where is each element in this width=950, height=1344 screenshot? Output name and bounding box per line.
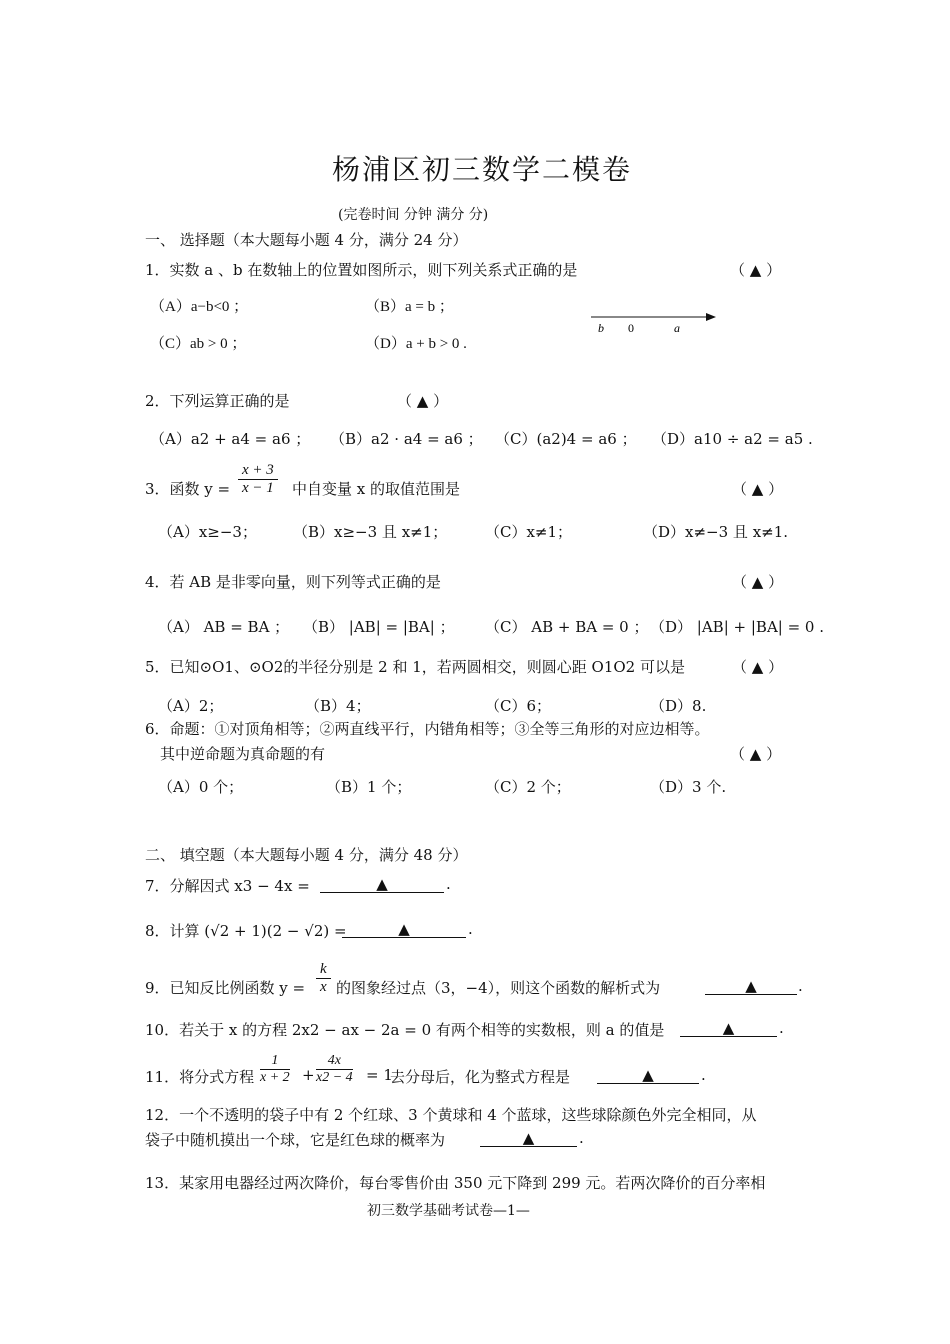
q1-stem: 1．实数 a 、b 在数轴上的位置如图所示，则下列关系式正确的是 <box>145 261 578 279</box>
q3-option-b: （B）x≥−3 且 x≠1； <box>293 523 448 541</box>
q11-fraction-2-denominator: x2 − 4 <box>316 1070 353 1085</box>
q3-prefix: 3．函数 y = <box>145 480 231 498</box>
q6-option-a: （A）0 个； <box>158 778 244 796</box>
q11-fraction-2 <box>316 1053 353 1086</box>
q4-option-b: （B） |AB| = |BA| ； <box>303 618 455 636</box>
q9-numerator: k <box>316 961 331 979</box>
q3-option-a: （A）x≥−3； <box>158 523 257 541</box>
q12-line2: 袋子中随机摸出一个球，它是红色球的概率为 <box>145 1131 446 1149</box>
section-1-heading: 一、 选择题（本大题每小题 4 分，满分 24 分） <box>145 231 468 249</box>
q10-end: . <box>779 1019 784 1037</box>
q9-fraction <box>316 961 331 996</box>
q2-option-c: （C）(a2)4 = a6 ； <box>495 430 637 448</box>
q12-line1: 12．一个不透明的袋子中有 2 个红球、3 个黄球和 4 个蓝球，这些球除颜色外完全相同，从 <box>145 1106 757 1124</box>
q12-end: . <box>579 1129 584 1147</box>
q9-prefix: 9．已知反比例函数 y = <box>145 979 306 997</box>
q7-stem: 7．分解因式 x3 − 4x = <box>145 877 310 895</box>
q4-stem: 4．若 AB 是非零向量，则下列等式正确的是 <box>145 573 441 591</box>
q5-option-b: （B）4； <box>305 697 371 715</box>
q6-option-c: （C）2 个； <box>485 778 571 796</box>
q3-option-d: （D）x≠−3 且 x≠1. <box>643 523 789 541</box>
q11-prefix: 11．将分式方程 <box>145 1068 255 1086</box>
q5-stem: 5．已知⊙O1、⊙O2的半径分别是 2 和 1，若两圆相交，则圆心距 O1O2 可以是 <box>145 658 685 676</box>
q6-stem-line2: 其中逆命题为真命题的有 <box>160 745 326 763</box>
q5-option-a: （A）2； <box>158 697 224 715</box>
q8-stem: 8．计算 (√2 + 1)(2 − √2) = <box>145 922 347 940</box>
q1-option-b: （B）a = b ； <box>365 299 454 315</box>
q11-answer-blank: ▲ <box>597 1066 699 1084</box>
q3-numerator: x + 3 <box>238 462 278 480</box>
q10-stem: 10．若关于 x 的方程 2x2 − ax − 2a = 0 有两个相等的实数根，则 a 的值是 <box>145 1021 665 1039</box>
q11-plus: + <box>302 1066 315 1084</box>
q1-number-line <box>588 308 720 336</box>
q8-answer-blank: ▲ <box>342 920 466 938</box>
q7-answer-blank: ▲ <box>320 875 444 893</box>
q11-equals: = 1 <box>366 1066 393 1084</box>
q9-denominator: x <box>320 979 327 995</box>
q2-answer-paren: （ ▲ ） <box>397 392 449 410</box>
q8-end: . <box>468 920 473 938</box>
page-footer: 初三数学基础考试卷—1— <box>367 1203 530 1219</box>
q5-option-c: （C）6； <box>485 697 552 715</box>
q11-end: . <box>701 1066 706 1084</box>
q2-stem: 2．下列运算正确的是 <box>145 392 290 410</box>
q3-denominator: x − 1 <box>242 480 274 496</box>
axis-label-a: a <box>674 321 680 335</box>
q11-fraction-2-numerator: 4x <box>327 1053 341 1068</box>
q9-end: . <box>798 977 803 995</box>
q6-option-b: （B）1 个； <box>326 778 412 796</box>
q12-answer-blank: ▲ <box>480 1129 577 1147</box>
q13-line1: 13．某家用电器经过两次降价，每台零售价由 350 元下降到 299 元。若两次降价的百分率相 <box>145 1174 766 1192</box>
q1-answer-paren: （ ▲ ） <box>730 261 782 279</box>
q4-option-a: （A） AB = BA ； <box>158 618 290 636</box>
q11-fraction-1-numerator: 1 <box>271 1053 279 1068</box>
q9-answer-blank: ▲ <box>705 977 797 995</box>
q9-suffix: 的图象经过点（3，−4），则这个函数的解析式为 <box>336 979 661 997</box>
q4-option-c: （C） AB + BA = 0 ； <box>485 618 649 636</box>
q1-option-a: （A）a−b<0 ； <box>150 299 249 315</box>
q7-end: . <box>446 875 451 893</box>
q4-option-d: （D） |AB| + |BA| = 0 . <box>650 618 825 636</box>
q6-answer-paren: （ ▲ ） <box>730 745 782 763</box>
axis-label-b: b <box>598 321 604 335</box>
exam-meta: (完卷时间 分钟 满分 分) <box>338 207 489 223</box>
q11-fraction-1-denominator: x + 2 <box>260 1070 290 1085</box>
q2-option-b: （B）a2 · a4 = a6 ； <box>330 430 483 448</box>
q3-answer-paren: （ ▲ ） <box>732 480 784 498</box>
q2-option-d: （D）a10 ÷ a2 = a5 . <box>652 430 813 448</box>
q6-stem: 6．命题：①对顶角相等；②两直线平行，内错角相等；③全等三角形的对应边相等。 <box>145 720 710 738</box>
q1-option-c: （C）ab > 0 ； <box>150 336 247 352</box>
q3-option-c: （C）x≠1； <box>485 523 573 541</box>
q6-option-d: （D）3 个. <box>650 778 727 796</box>
q5-answer-paren: （ ▲ ） <box>732 658 784 676</box>
q3-fraction <box>238 462 278 497</box>
q2-option-a: （A）a2 + a4 = a6 ； <box>150 430 311 448</box>
q11-suffix: 去分母后，化为整式方程是 <box>390 1068 571 1086</box>
axis-label-zero: 0 <box>628 321 634 335</box>
page-title: 杨浦区初三数学二模卷 <box>332 153 633 186</box>
q3-suffix: 中自变量 x 的取值范围是 <box>292 480 460 498</box>
q4-answer-paren: （ ▲ ） <box>732 573 784 591</box>
q5-option-d: （D）8. <box>650 697 707 715</box>
q11-fraction-1 <box>260 1053 290 1086</box>
section-2-heading: 二、 填空题（本大题每小题 4 分，满分 48 分） <box>145 846 468 864</box>
q1-option-d: （D）a + b > 0 . <box>365 336 467 352</box>
q10-answer-blank: ▲ <box>680 1019 777 1037</box>
